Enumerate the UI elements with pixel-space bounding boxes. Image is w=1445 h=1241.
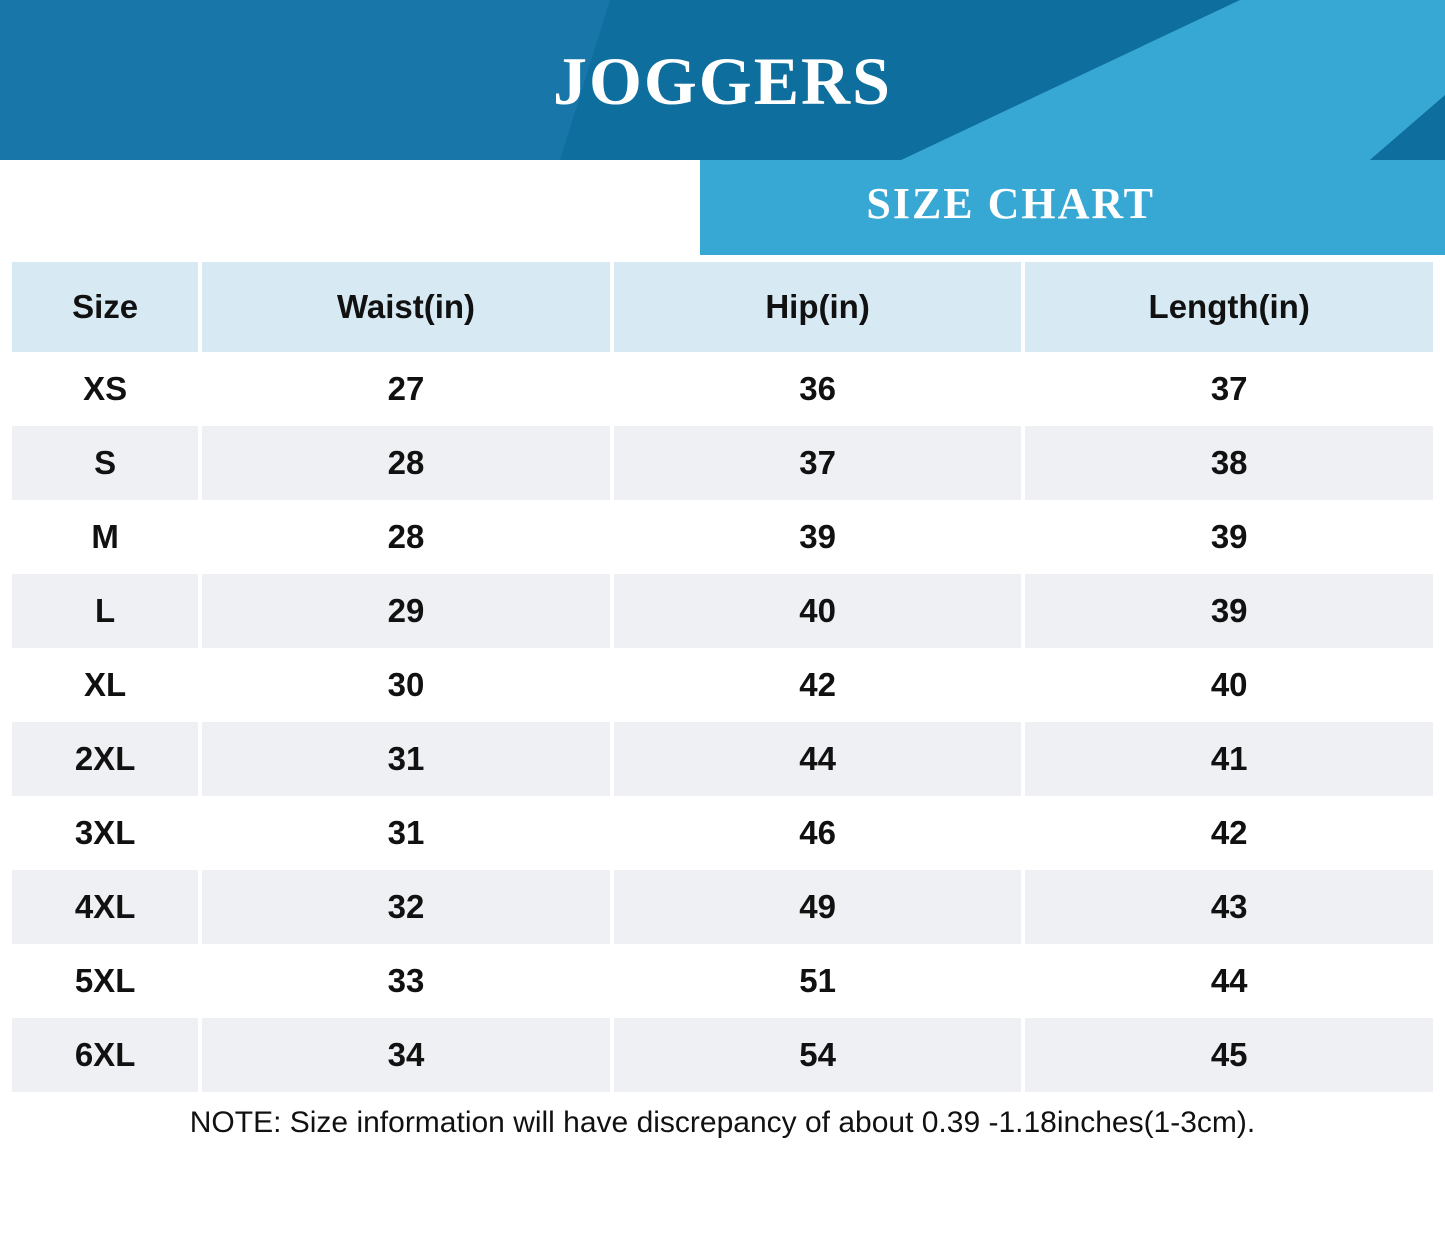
cell-waist: 27 <box>202 352 610 426</box>
cell-length: 40 <box>1025 648 1433 722</box>
table-row <box>12 426 1433 500</box>
cell-hip: 37 <box>614 426 1022 500</box>
cell-length: 43 <box>1025 870 1433 944</box>
column-header-waist: Waist(in) <box>202 262 610 352</box>
table-row <box>12 722 1433 796</box>
cell-size: XL <box>12 648 198 722</box>
cell-hip: 49 <box>614 870 1022 944</box>
cell-waist: 28 <box>202 500 610 574</box>
size-chart-container <box>0 262 1445 1092</box>
cell-waist: 28 <box>202 426 610 500</box>
size-chart-table <box>8 262 1437 1092</box>
page-subtitle: SIZE CHART <box>866 179 1155 228</box>
table-header-row <box>12 262 1433 352</box>
table-row <box>12 1018 1433 1092</box>
cell-length: 37 <box>1025 352 1433 426</box>
cell-hip: 40 <box>614 574 1022 648</box>
column-header-hip: Hip(in) <box>614 262 1022 352</box>
cell-length: 44 <box>1025 944 1433 1018</box>
table-row <box>12 500 1433 574</box>
table-row <box>12 352 1433 426</box>
cell-size: L <box>12 574 198 648</box>
cell-waist: 32 <box>202 870 610 944</box>
cell-hip: 36 <box>614 352 1022 426</box>
table-row <box>12 796 1433 870</box>
cell-hip: 46 <box>614 796 1022 870</box>
cell-waist: 30 <box>202 648 610 722</box>
header-banner <box>0 0 1445 262</box>
size-note: NOTE: Size information will have discrepancy of about 0.39 -1.18inches(1-3cm). <box>189 1106 1256 1139</box>
cell-hip: 54 <box>614 1018 1022 1092</box>
column-header-length: Length(in) <box>1025 262 1433 352</box>
cell-hip: 42 <box>614 648 1022 722</box>
cell-waist: 34 <box>202 1018 610 1092</box>
table-row <box>12 944 1433 1018</box>
cell-waist: 31 <box>202 722 610 796</box>
cell-waist: 29 <box>202 574 610 648</box>
cell-size: 3XL <box>12 796 198 870</box>
cell-length: 39 <box>1025 500 1433 574</box>
cell-size: 6XL <box>12 1018 198 1092</box>
page-title: JOGGERS <box>553 43 892 119</box>
cell-hip: 39 <box>614 500 1022 574</box>
cell-size: 5XL <box>12 944 198 1018</box>
cell-size: S <box>12 426 198 500</box>
table-row <box>12 574 1433 648</box>
table-row <box>12 870 1433 944</box>
cell-hip: 44 <box>614 722 1022 796</box>
cell-size: M <box>12 500 198 574</box>
cell-length: 41 <box>1025 722 1433 796</box>
column-header-size: Size <box>12 262 198 352</box>
table-row <box>12 648 1433 722</box>
cell-size: XS <box>12 352 198 426</box>
cell-size: 2XL <box>12 722 198 796</box>
cell-length: 45 <box>1025 1018 1433 1092</box>
cell-size: 4XL <box>12 870 198 944</box>
cell-waist: 31 <box>202 796 610 870</box>
cell-length: 39 <box>1025 574 1433 648</box>
cell-waist: 33 <box>202 944 610 1018</box>
cell-hip: 51 <box>614 944 1022 1018</box>
cell-length: 38 <box>1025 426 1433 500</box>
cell-length: 42 <box>1025 796 1433 870</box>
